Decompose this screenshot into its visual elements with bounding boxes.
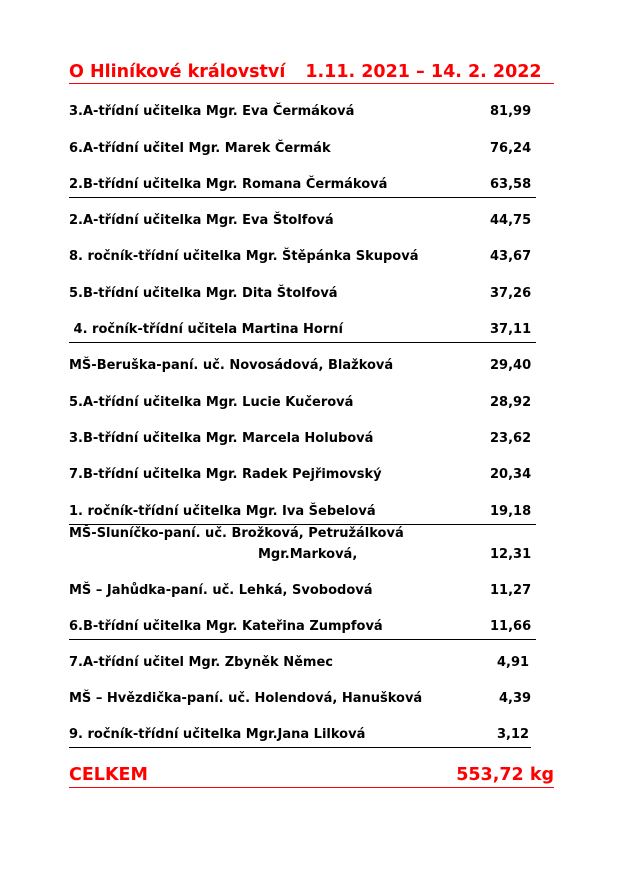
row-label: MŠ – Jahůdka-paní. uč. Lehká, Svobodová: [69, 583, 373, 598]
row-value: 76,24: [490, 141, 532, 156]
row-label: 4. ročník-třídní učitela Martina Horní: [69, 322, 343, 337]
row-value: 43,67: [490, 249, 532, 264]
row-value: 12,31: [490, 547, 532, 562]
table-row: [69, 691, 539, 711]
table-row: [69, 249, 539, 269]
row-value: 4,91: [497, 655, 530, 670]
row-value: 28,92: [490, 395, 532, 410]
row-label: 2.A-třídní učitelka Mgr. Eva Štolfová: [69, 213, 334, 228]
row-label: 6.B-třídní učitelka Mgr. Kateřina Zumpfová: [69, 619, 383, 634]
row-label: 5.B-třídní učitelka Mgr. Dita Štolfová: [69, 286, 338, 301]
total-value: 553,72 kg: [456, 765, 554, 785]
table-row: [69, 104, 539, 124]
row-value: 11,66: [490, 619, 532, 634]
row-label: 8. ročník-třídní učitelka Mgr. Štěpánka Skupová: [69, 249, 419, 264]
row-value: 20,34: [490, 467, 532, 482]
title-text: O Hliníkové království: [69, 62, 286, 82]
table-row: [69, 583, 539, 603]
row-value: 4,39: [499, 691, 532, 706]
table-row: [69, 619, 536, 640]
table-row: [69, 431, 539, 451]
row-label: 6.A-třídní učitel Mgr. Marek Čermák: [69, 141, 331, 156]
table-row: [69, 322, 536, 343]
row-value: 37,11: [490, 322, 532, 337]
row-value: 44,75: [490, 213, 532, 228]
table-row: [69, 177, 536, 198]
row-label: MŠ-Sluníčko-paní. uč. Brožková, Petružálková: [69, 526, 404, 541]
row-value: 11,27: [490, 583, 532, 598]
row-label: 3.A-třídní učitelka Mgr. Eva Čermáková: [69, 104, 355, 119]
table-row: [69, 655, 539, 675]
row-label: 1. ročník-třídní učitelka Mgr. Iva Šebelová: [69, 504, 376, 519]
table-row: [69, 141, 539, 161]
row-value: 81,99: [490, 104, 532, 119]
table-row: [69, 467, 539, 487]
row-label: 2.B-třídní učitelka Mgr. Romana Čermáková: [69, 177, 388, 192]
total-row: [69, 765, 554, 788]
table-row: [69, 504, 536, 525]
row-value: 3,12: [497, 727, 530, 742]
row-value: 37,26: [490, 286, 532, 301]
page-title: [69, 62, 554, 84]
table-row: [69, 286, 539, 306]
table-row: [69, 395, 539, 415]
table-row: [69, 358, 539, 378]
row-value: 63,58: [490, 177, 532, 192]
row-label: 7.A-třídní učitel Mgr. Zbyněk Němec: [69, 655, 333, 670]
row-value: 23,62: [490, 431, 532, 446]
row-label: 5.A-třídní učitelka Mgr. Lucie Kučerová: [69, 395, 354, 410]
table-row: [69, 213, 539, 233]
total-label: CELKEM: [69, 765, 148, 785]
row-label: 3.B-třídní učitelka Mgr. Marcela Holubová: [69, 431, 374, 446]
row-label: 7.B-třídní učitelka Mgr. Radek Pejřimovský: [69, 467, 382, 482]
row-label: MŠ-Beruška-paní. uč. Novosádová, Blažková: [69, 358, 394, 373]
row-label: 9. ročník-třídní učitelka Mgr.Jana Lilková: [69, 727, 366, 742]
table-row: [69, 727, 531, 748]
row-label: MŠ – Hvězdička-paní. uč. Holendová, Hanušková: [69, 691, 423, 706]
row-label-continued: Mgr.Marková,: [258, 547, 358, 562]
title-period: 1.11. 2021 – 14. 2. 2022: [305, 62, 542, 82]
row-value: 29,40: [490, 358, 532, 373]
row-value: 19,18: [490, 504, 532, 519]
